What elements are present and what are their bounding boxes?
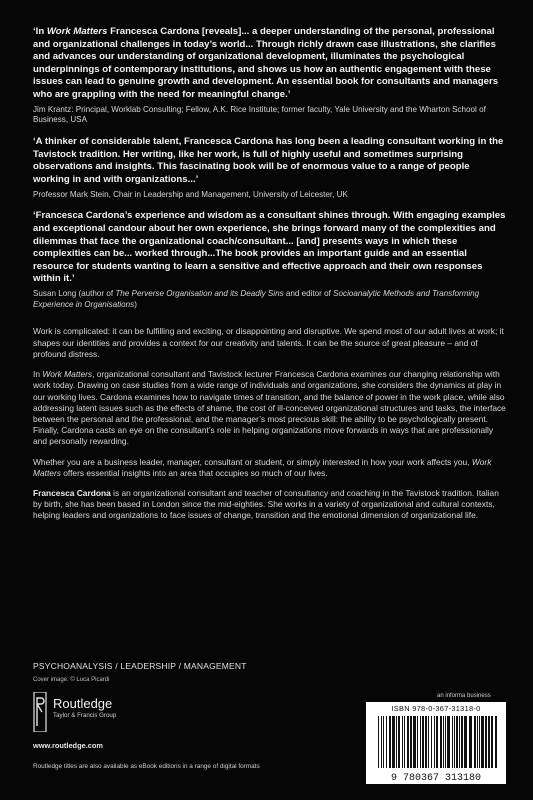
barcode-bar bbox=[383, 716, 384, 768]
cover-credit: Cover image: © Luca Picardi bbox=[33, 677, 110, 683]
routledge-logo-icon bbox=[33, 692, 47, 732]
review-quote-2 bbox=[33, 136, 507, 200]
barcode-bar bbox=[417, 716, 418, 768]
barcode-bar bbox=[495, 716, 497, 768]
barcode-bar bbox=[474, 716, 476, 768]
barcode bbox=[366, 714, 506, 784]
author-bio: Francesca Cardona is an organizational consultant and teacher of consultancy and coaching in the Tavistock tradition. Italian by birth, she has been based in London since the mid-eighties. She works in a variety of organizational and cultural contexts, helping leaders and organizations to face issues of change, transition and the emotional dimension of organizational life. bbox=[33, 487, 499, 521]
description-paragraph-1: Work is complicated: it can be fulfilling and exciting, or disappointing and disruptive. We spend most of our adult lives at work; it shapes our identities and provides a context for our creativity and talents. It can be the source of great pleasure – and of profound distress. bbox=[33, 326, 504, 359]
barcode-bar bbox=[410, 716, 412, 768]
barcode-bar bbox=[425, 716, 427, 768]
barcode-bar bbox=[407, 716, 409, 768]
barcode-bar bbox=[434, 716, 435, 768]
isbn-number: ISBN 978-0-367-31318-0 bbox=[391, 704, 481, 713]
ebook-note: Routledge titles are also available as eBook editions in a range of digital formats bbox=[33, 763, 260, 770]
subject-categories: PSYCHOANALYSIS / LEADERSHIP / MANAGEMENT bbox=[33, 661, 247, 671]
barcode-bar bbox=[413, 716, 416, 768]
barcode-bar bbox=[436, 716, 438, 768]
publisher-subtitle: Taylor & Francis Group bbox=[53, 712, 117, 719]
barcode-bar bbox=[404, 716, 405, 768]
barcode-bar bbox=[454, 716, 455, 768]
barcode-bar bbox=[443, 716, 444, 768]
barcode-bar bbox=[428, 716, 429, 768]
barcode-bar bbox=[477, 716, 478, 768]
review-quote-text: ‘In Work Matters Francesca Cardona [reveals]... a deeper understanding of the personal, professional and organizational challenges in today’s world... Through richly drawn case illustrations, she clarifies and advances our understanding of organizational development, illuminates the psychological underpinnings of contemporary institutions, and shows us how an authentic engagement with these issues can lead to genuine growth and development. An essential book for consultants and managers who are grappling with the need for meaningful change.’ bbox=[33, 26, 499, 100]
barcode-bar bbox=[485, 716, 487, 768]
barcode-bar bbox=[445, 716, 446, 768]
barcode-bar bbox=[488, 716, 490, 768]
barcode-bar bbox=[398, 716, 400, 768]
barcode-bar bbox=[452, 716, 453, 768]
barcode-bar bbox=[431, 716, 432, 768]
review-quote-3 bbox=[33, 210, 507, 310]
description-paragraph-3: Whether you are a business leader, manager, consultant or student, or simply interested in how your work affects you, Work Matters offers essential insights into an area that occupies so much of our lives. bbox=[33, 456, 492, 478]
barcode-bar bbox=[381, 716, 382, 768]
publisher-name: Routledge bbox=[53, 696, 113, 711]
barcode-bar bbox=[464, 716, 467, 768]
barcode-bar bbox=[461, 716, 463, 768]
barcode-bar bbox=[456, 716, 458, 768]
review-quote-text: ‘Francesca Cardona’s experience and wisdom as a consultant shines through. With engaging examples and exceptional candour about her own experience, she brings forward many of the complexities and dilemmas that face the organizational coach/consultant... [and] presents ways in which these complexities can be... worked through...The book provides an important guide and an essential resource for students wanting to learn a sensitive and effective approach and their own responses within it.’ bbox=[33, 210, 506, 285]
barcode-bar bbox=[440, 716, 442, 768]
barcode-panel bbox=[366, 702, 506, 784]
publisher-logo bbox=[33, 692, 173, 736]
description-paragraph-2: In Work Matters, organizational consultant and Tavistock lecturer Francesca Cardona examines our changing relationship with work today. Drawing on case studies from a wide range of individuals and organizations, she considers the dynamics at play in our working lives. Cardona examines how to navigate times of transition, and the balance of power in the work place, while also addressing latent issues such as the effects of shame, the cost of ill-conceived organizational structures and tasks, the interface between the personal and the professional, and the manager’s most precious skill: the ability to be psychologically present. Finally, Cardona casts an eye on the consultant’s role in helping organizations move forwards in ways that are professionally and personally rewarding. bbox=[33, 369, 506, 447]
barcode-bar bbox=[479, 716, 480, 768]
review-quote-1 bbox=[33, 26, 507, 126]
publisher-url: www.routledge.com bbox=[33, 741, 103, 750]
barcode-digits: 9 780367 313180 bbox=[390, 773, 482, 784]
barcode-bar bbox=[396, 716, 397, 768]
barcode-bar bbox=[402, 716, 403, 768]
barcode-bar bbox=[459, 716, 460, 768]
review-attribution: Jim Krantz: Principal, Worklab Consulting; Fellow, A.K. Rice Institute; former faculty, Yale University and the Wharton School of Business, USA bbox=[33, 104, 486, 125]
barcode-bar bbox=[481, 716, 484, 768]
barcode-bar bbox=[422, 716, 424, 768]
barcode-bar bbox=[392, 716, 395, 768]
content-column bbox=[33, 26, 507, 531]
review-attribution: Professor Mark Stein, Chair in Leadership and Management, University of Leicester, UK bbox=[33, 189, 348, 199]
barcode-bar bbox=[389, 716, 391, 768]
barcode-bar bbox=[420, 716, 421, 768]
barcode-bar bbox=[386, 716, 387, 768]
barcode-bar bbox=[469, 716, 472, 768]
barcode-bar bbox=[491, 716, 493, 768]
barcode-bar bbox=[447, 716, 450, 768]
review-attribution: Susan Long (author of The Perverse Organisation and its Deadly Sins and editor of Socioanalytic Methods and Transforming Experience in Organisations) bbox=[33, 288, 480, 309]
barcode-bar bbox=[378, 716, 379, 768]
informa-tagline: an informa business bbox=[437, 693, 491, 699]
review-quote-text: ‘A thinker of considerable talent, Francesca Cardona has long been a leading consultant working in the Tavistock tradition. Her writing, like her work, is full of highly useful and sometimes surprising observations and insights. This fascinating book will be of enormous value to a range of people working in and with organizations...’ bbox=[33, 136, 504, 185]
author-name: Francesca Cardona bbox=[33, 487, 111, 498]
